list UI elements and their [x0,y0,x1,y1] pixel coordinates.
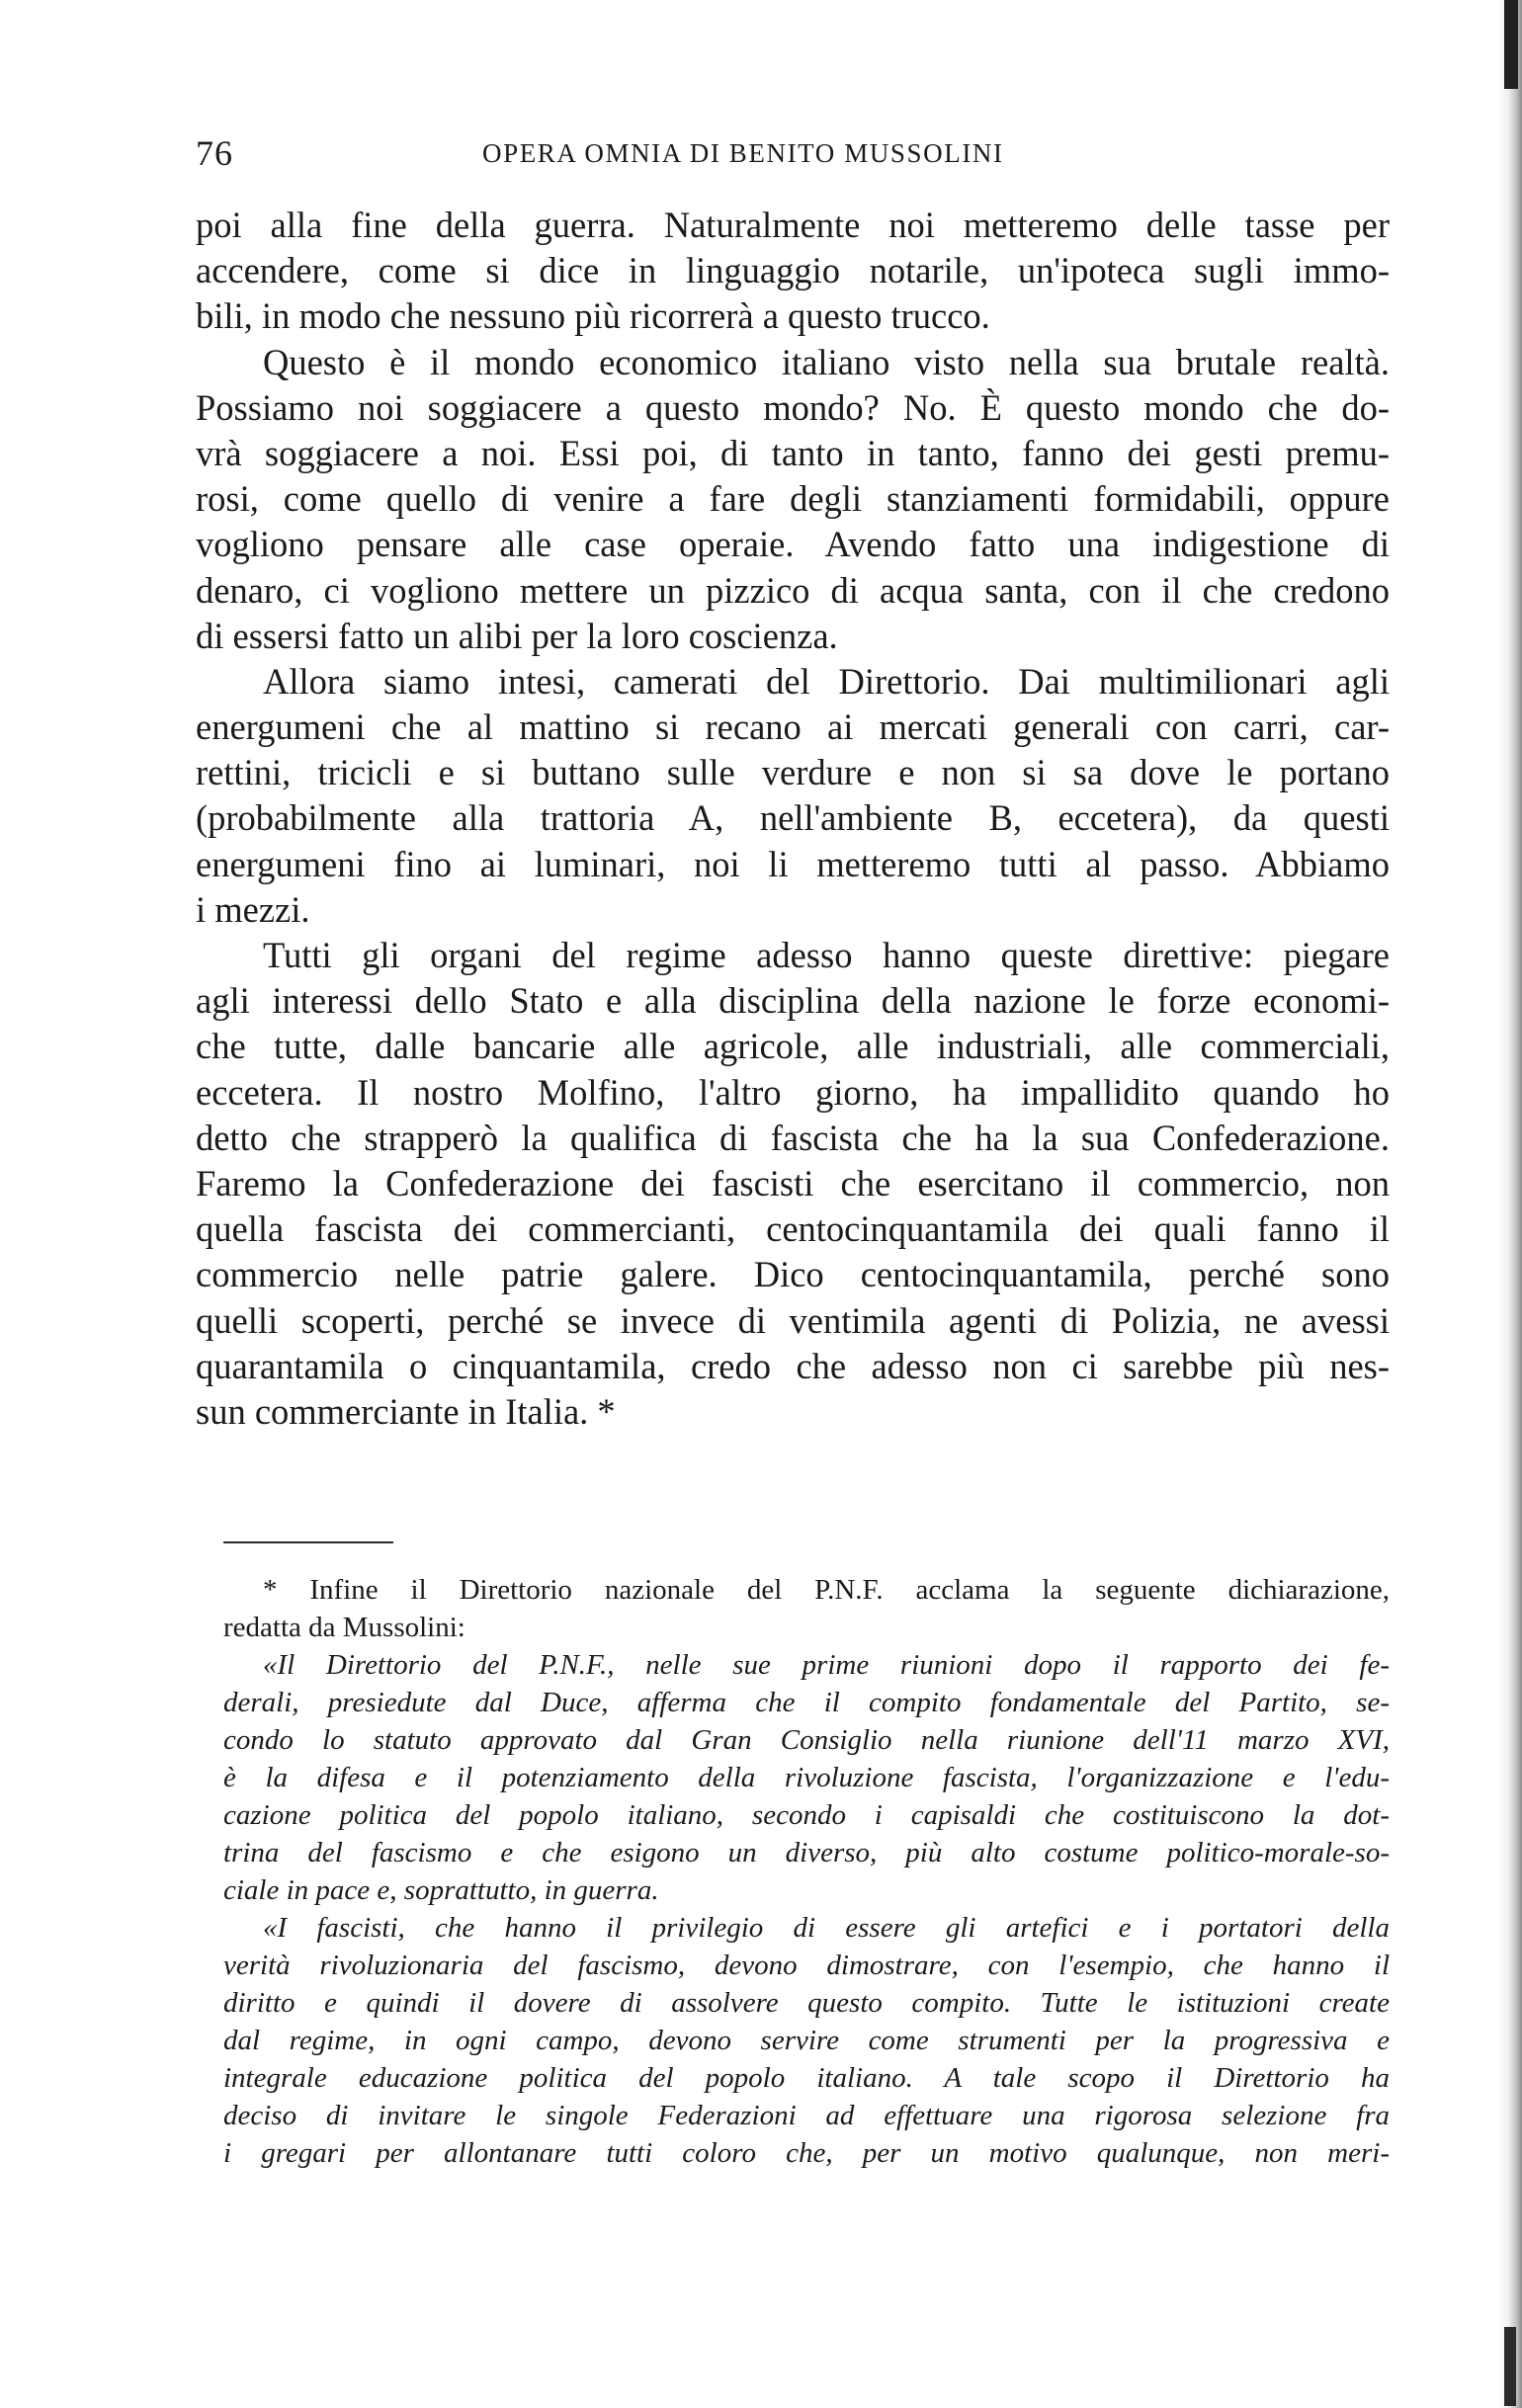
body-line: poi alla fine della guerra. Naturalmente noi metteremo delle tasse per [196,205,1390,245]
footnote-line: è la difesa e il potenziamento della rivoluzione fascista, l'organizzazione e l'edu- [223,1762,1390,1793]
footnote-line: «Il Direttorio del P.N.F., nelle sue prime riunioni dopo il rapporto dei fe- [263,1649,1390,1681]
footnote-line: derali, presiedute dal Duce, afferma che il compito fondamentale del Partito, se- [223,1687,1390,1718]
body-line: che tutte, dalle bancarie alle agricole, alle industriali, alle commerciali, [196,1026,1390,1067]
body-line: di essersi fatto un alibi per la loro coscienza. [196,615,838,656]
body-line: Questo è il mondo economico italiano visto nella sua brutale realtà. [263,341,1390,382]
body-line: vogliono pensare alle case operaie. Avendo fatto una indigestione di [196,524,1390,565]
body-line: agli interessi dello Stato e alla disciplina della nazione le forze economi- [196,980,1390,1022]
footnote-line: «I fascisti, che hanno il privilegio di essere gli artefici e i portatori della [263,1912,1390,1944]
body-line: quarantamila o cinquantamila, credo che adesso non ci sarebbe più nes- [196,1345,1390,1386]
body-line: quella fascista dei commercianti, centocinquantamila dei quali fanno il [196,1208,1390,1250]
footnote-line: cazione politica del popolo italiano, secondo i capisaldi che costituiscono la dot- [223,1799,1390,1831]
body-line: i mezzi. [196,888,310,930]
footnote-line: ciale in pace e, soprattutto, in guerra. [223,1874,659,1906]
footnote-line: redatta da Mussolini: [223,1612,465,1643]
body-line: Faremo la Confederazione dei fascisti che esercitano il commercio, non [196,1162,1390,1204]
body-line: energumeni che al mattino si recano ai mercati generali con carri, car- [196,706,1390,748]
body-line: Allora siamo intesi, camerati del Direttorio. Dai multimilionari agli [263,660,1390,702]
body-line: eccetera. Il nostro Molfino, l'altro giorno, ha impallidito quando ho [196,1071,1390,1113]
body-line: Tutti gli organi del regime adesso hanno queste direttive: piegare [263,935,1390,976]
body-line: accendere, come si dice in linguaggio notarile, un'ipoteca sugli immo- [196,250,1390,291]
body-line: commercio nelle patrie galere. Dico centocinquantamila, perché sono [196,1254,1390,1295]
footnote-line: deciso di invitare le singole Federazioni ad effettuare una rigorosa selezione fra [223,2100,1390,2131]
body-line: quelli scoperti, perché se invece di ventimila agenti di Polizia, ne avessi [196,1299,1390,1341]
scan-edge-mark-top [1504,0,1518,89]
running-head [196,128,1395,178]
footnote-line: dal regime, in ogni campo, devono servire come strumenti per la progressiva e [223,2025,1390,2056]
footnote-line: i gregari per allontanare tutti coloro che, per un motivo qualunque, non meri- [223,2137,1390,2169]
body-line: (probabilmente alla trattoria A, nell'ambiente B, eccetera), da questi [196,797,1390,839]
body-line: denaro, ci vogliono mettere un pizzico di acqua santa, con il che credono [196,569,1390,611]
footnote-rule [223,1541,393,1543]
body-line: sun commerciante in Italia. * [196,1390,616,1432]
footnote-line: trina del fascismo e che esigono un diverso, più alto costume politico-morale-so- [223,1837,1390,1868]
footnote-line: integrale educazione politica del popolo italiano. A tale scopo il Direttorio ha [223,2062,1390,2094]
body-line: rosi, come quello di venire a fare degli stanziamenti formidabili, oppure [196,478,1390,520]
body-line: bili, in modo che nessuno più ricorrerà a questo trucco. [196,295,990,337]
body-line: detto che strapperò la qualifica di fascista che ha la sua Confederazione. [196,1117,1390,1158]
body-line: Possiamo noi soggiacere a questo mondo? No. È questo mondo che do- [196,386,1390,428]
footnote-line: verità rivoluzionaria del fascismo, devono dimostrare, con l'esempio, che hanno il [223,1950,1390,1981]
scan-edge-shadow [1496,0,1522,2408]
page-number: 76 [196,133,233,173]
body-text [196,203,1390,1435]
footnote-line: * Infine il Direttorio nazionale del P.N.F. acclama la seguente dichiarazione, [263,1574,1390,1606]
scan-edge-mark-bottom [1504,2327,1516,2406]
footnote-line: diritto e quindi il dovere di assolvere questo compito. Tutte le istituzioni create [223,1987,1390,2019]
footnote-line: condo lo statuto approvato dal Gran Consiglio nella riunione dell'11 marzo XVI, [223,1724,1390,1756]
body-line: rettini, tricicli e si buttano sulle verdure e non si sa dove le portano [196,752,1390,793]
body-line: vrà soggiacere a noi. Essi poi, di tanto in tanto, fanno dei gesti premu- [196,432,1390,473]
running-title: OPERA OMNIA DI BENITO MUSSOLINI [482,138,1004,168]
footnote [196,1571,1390,2172]
body-line: energumeni fino ai luminari, noi li metteremo tutti al passo. Abbiamo [196,843,1390,884]
